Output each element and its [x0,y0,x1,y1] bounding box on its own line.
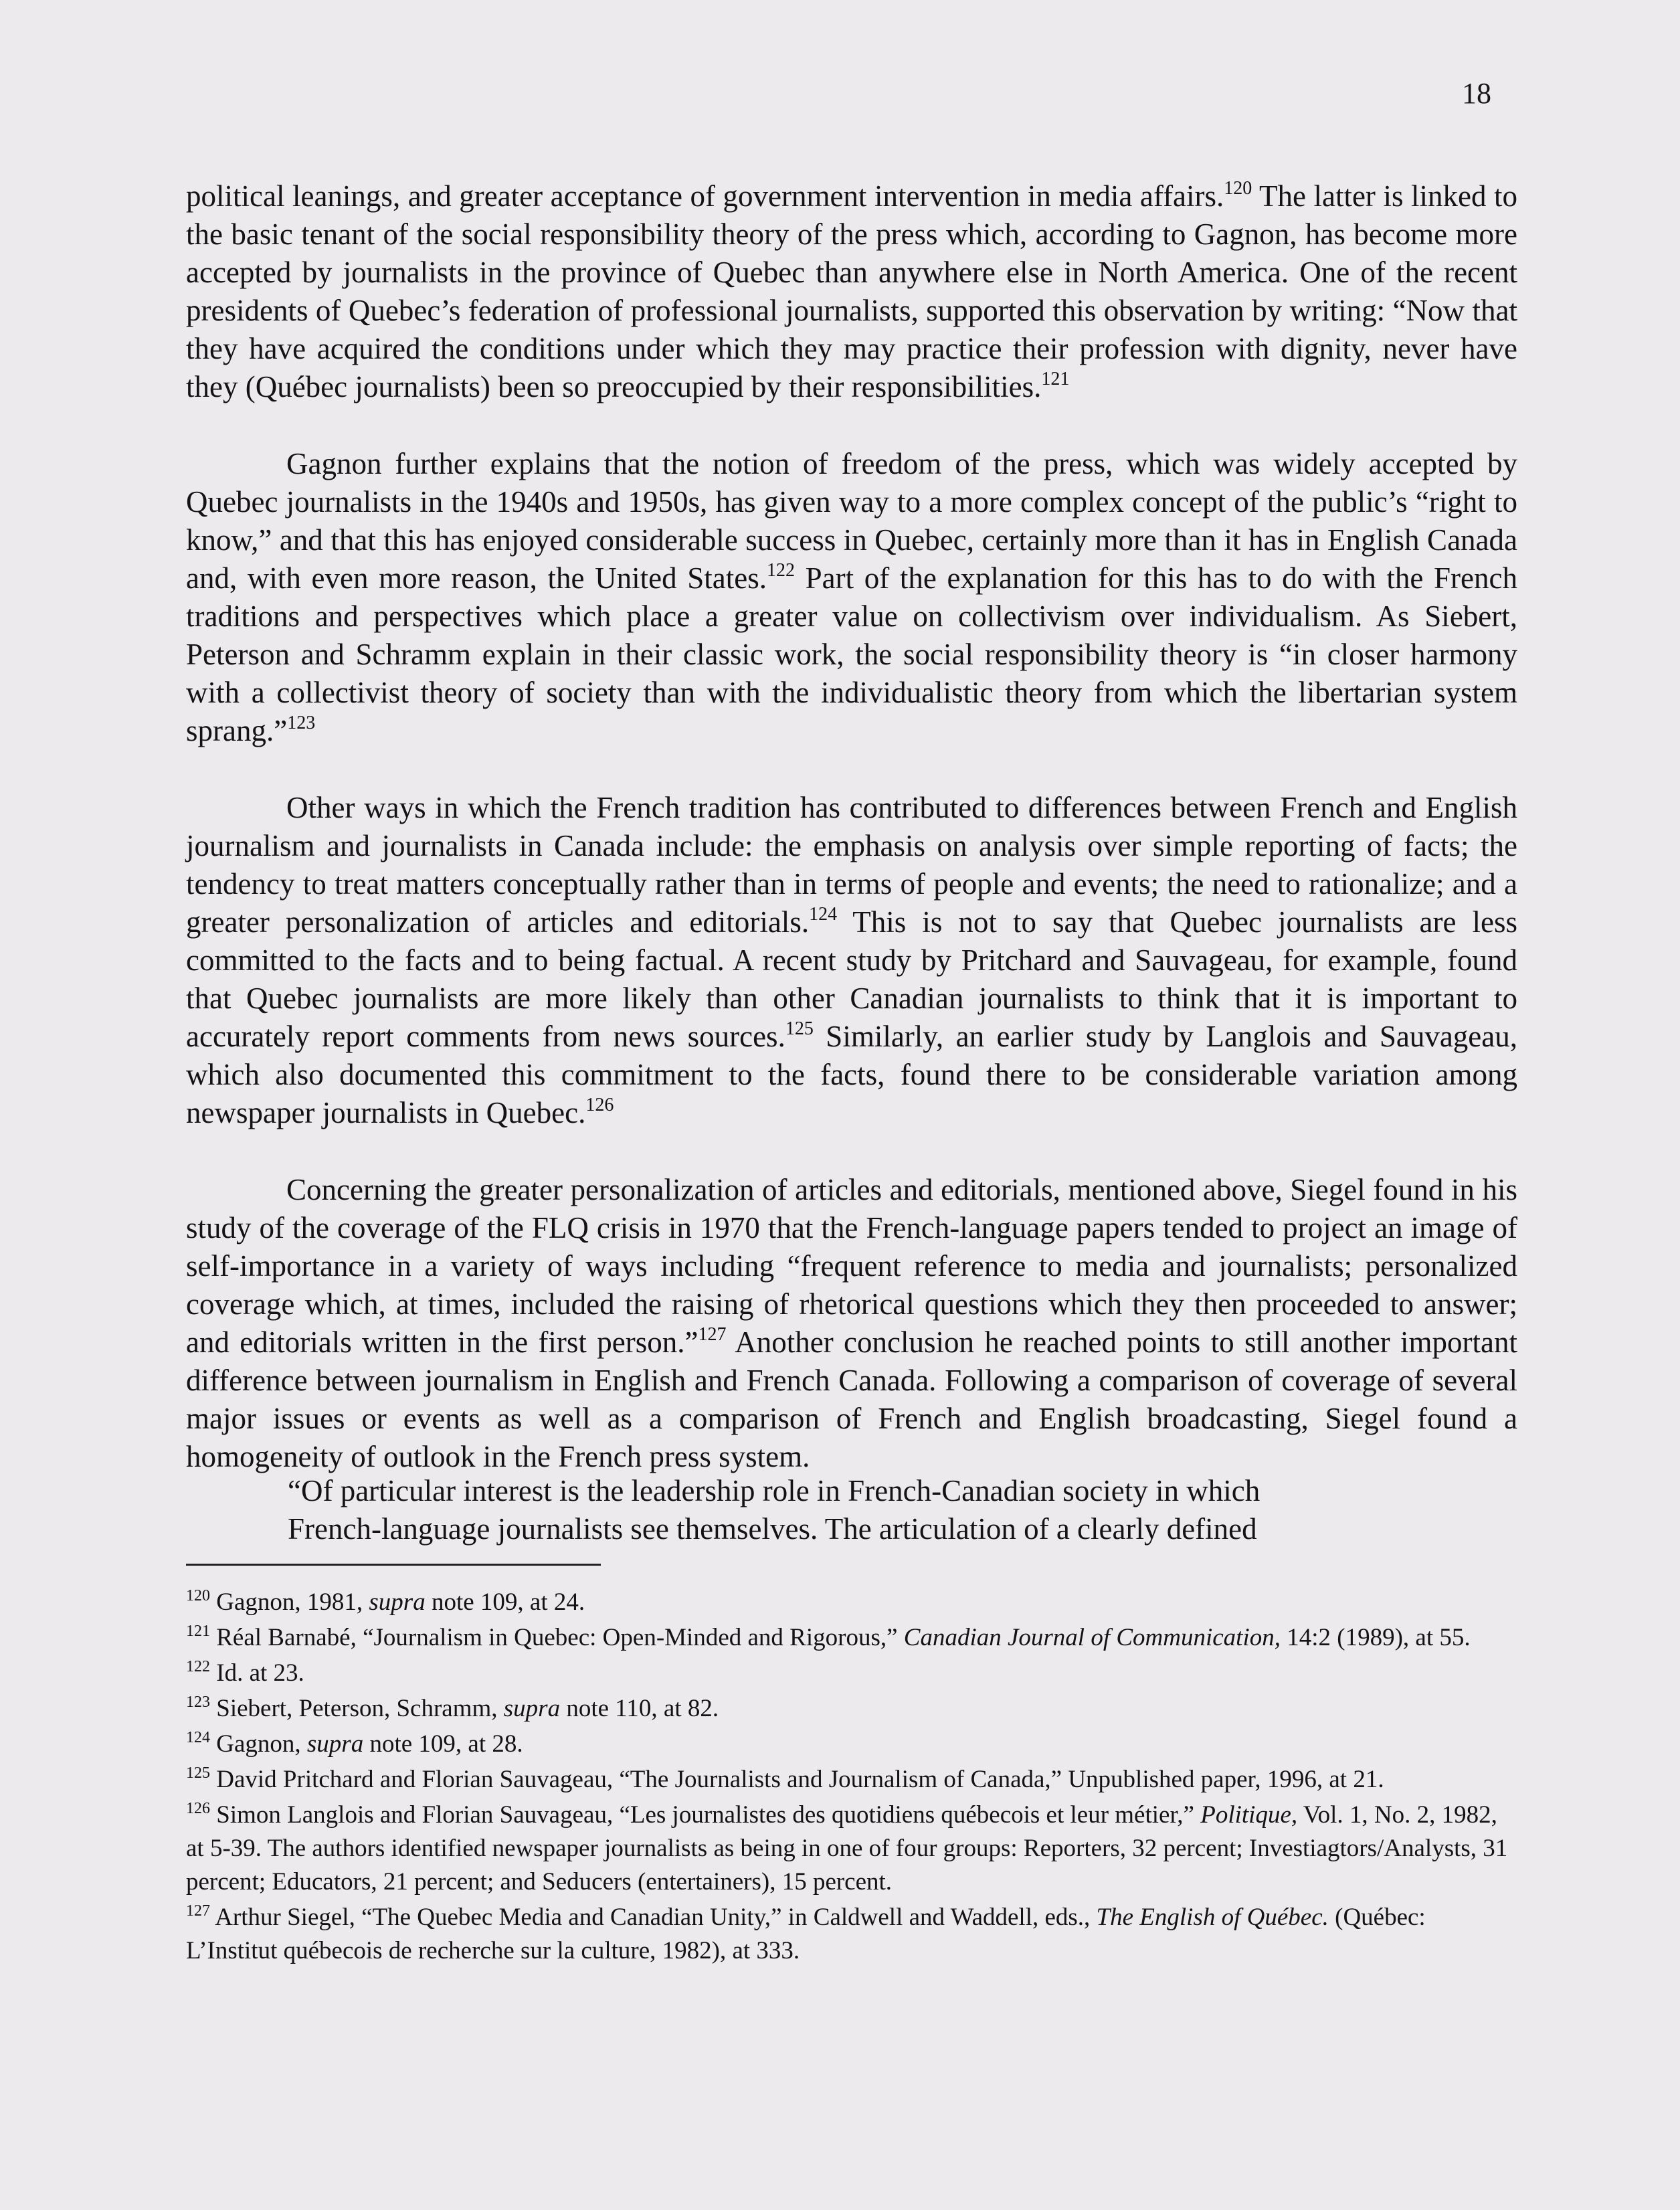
footnote-number: 122 [186,1657,210,1675]
footnote-reference: 127 [698,1324,727,1345]
text-run: Other ways in which the French tradition has contributed to differences between French and English journalism and journalists in Canada include: the emphasis on analysis over simple reporting of facts; the tendency to treat matters conceptually rather than in terms of people and events; the need to rationalize; and a greater personalization of articles and editorials. [186,791,1517,939]
text-run: Gagnon further explains that the notion of freedom of the press, which was widely accepted by Quebec journalists in the 1940s and 1950s, has given way to a more complex concept of the public’s “right to know,” and that this has enjoyed considerable success in Quebec, certainly more than it has in English Canada and, with even more reason, the United States. [186,447,1517,595]
footnote-number: 123 [186,1693,210,1711]
quote-line: “Of particular interest is the leadership role in French-Canadian society in which [288,1474,1261,1507]
footnote-number: 126 [186,1799,210,1817]
text-run: Gagnon, [210,1730,307,1758]
footnote-reference: 120 [1224,178,1252,199]
footnote-reference: 124 [809,904,838,925]
text-run: Part of the explanation for this has to do with the French traditions and perspectives which place a greater value on collectivism over individualism. As Siebert, Peterson and Schramm explain in their classic work, the social responsibility theory is “in closer harmony with a collectivist theory of society than with the individualistic theory from which the libertarian system sprang.” [186,561,1517,747]
italic-text: supra [369,1588,426,1616]
page-number: 18 [1462,77,1491,110]
text-run: Siebert, Peterson, Schramm, [210,1695,504,1722]
text-run: Another conclusion he reached points to still another important difference between journalism in English and French Canada. Following a comparison of coverage of several major issues or events as well as a comparison of French and English broadcasting, Siegel found a homogeneity of outlook in the French press system. [186,1325,1517,1473]
paragraph [186,177,1517,406]
text-run: note 109, at 28. [363,1730,523,1758]
footnote-number: 120 [186,1586,210,1604]
text-run: Gagnon, 1981, [210,1588,369,1616]
footnote [186,1799,1517,1899]
text-run: Id. at 23. [210,1659,304,1687]
text-run: Similarly, an earlier study by Langlois and Sauvageau, which also documented this commitment to the facts, found there to be considerable variation among newspaper journalists in Quebec. [186,1020,1517,1129]
paragraph [186,1171,1517,1476]
body-text [186,177,1517,1515]
footnote-number: 121 [186,1622,210,1640]
text-run: Réal Barnabé, “Journalism in Quebec: Open-Minded and Rigorous,” [210,1624,904,1651]
text-run: Arthur Siegel, “The Quebec Media and Canadian Unity,” in Caldwell and Waddell, eds., [210,1904,1097,1931]
footnote [186,1657,1517,1690]
text-run: note 109, at 24. [425,1588,585,1616]
paragraph [186,445,1517,750]
text-run: note 110, at 82. [560,1695,719,1722]
text-run: (Québec: L’Institut québecois de recherche sur la culture, 1982), at 333. [186,1904,1426,1964]
italic-text: Canadian Journal of Communication, [903,1624,1281,1651]
italic-text: Politique, [1200,1801,1298,1829]
footnote-reference: 126 [585,1095,614,1115]
text-run: David Pritchard and Florian Sauvageau, “The Journalists and Journalism of Canada,” Unpublished paper, 1996, at 21. [210,1766,1384,1793]
footnote-reference: 121 [1041,369,1070,389]
text-run: Concerning the greater personalization of articles and editorials, mentioned above, Siegel found in his study of the coverage of the FLQ crisis in 1970 that the French-language papers tended to project an image of self-importance in a variety of ways including “frequent reference to media and journalists; personalized coverage which, at times, included the raising of rhetorical questions which they then proceeded to answer; and editorials written in the first person.” [186,1173,1517,1359]
text-run: This is not to say that Quebec journalists are less committed to the facts and to being factual. A recent study by Pritchard and Sauvageau, for example, found that Quebec journalists are more likely than other Canadian journalists to think that it is important to accurately report comments from news sources. [186,905,1517,1053]
footnote-number: 124 [186,1728,210,1746]
block-quote [288,1472,1425,1548]
text-run: Vol. 1, No. 2, 1982, at 5-39. The authors identified newspaper journalists as being in one of four groups: Reporters, 32 percent; Investiagtors/Analysts, 31 percent; Educators, 21 percent; and Seducers (entertainers), 15 percent. [186,1801,1508,1896]
footnote [186,1586,1517,1619]
footnote-number: 127 [186,1902,210,1920]
footnotes [186,1586,1517,1970]
text-run: Simon Langlois and Florian Sauvageau, “Les journalistes des quotidiens québecois et leur métier,” [210,1801,1201,1829]
paragraph [186,789,1517,1132]
footnote [186,1728,1517,1761]
footnote-reference: 123 [287,713,316,733]
footnote-reference: 125 [785,1018,814,1039]
italic-text: supra [306,1730,364,1758]
footnote [186,1901,1517,1968]
quote-line: French-language journalists see themselves. The articulation of a clearly defined [288,1512,1257,1546]
footnote-divider [186,1564,601,1566]
footnote [186,1621,1517,1655]
italic-text: supra [503,1695,561,1722]
text-run: political leanings, and greater acceptance of government intervention in media affairs. [186,179,1224,213]
footnote [186,1763,1517,1797]
text-run: The latter is linked to the basic tenant of the social responsibility theory of the press which, according to Gagnon, has become more accepted by journalists in the province of Quebec than anywhere else in North America. One of the recent presidents of Quebec’s federation of professional journalists, supported this observation by writing: “Now that they have acquired the conditions under which they may practice their profession with dignity, never have they (Québec journalists) been so preoccupied by their responsibilities. [186,179,1517,403]
italic-text: The English of Québec. [1096,1904,1329,1931]
text-run: 14:2 (1989), at 55. [1281,1624,1471,1651]
footnote-number: 125 [186,1764,210,1782]
footnote-reference: 122 [767,560,796,581]
footnote [186,1692,1517,1726]
